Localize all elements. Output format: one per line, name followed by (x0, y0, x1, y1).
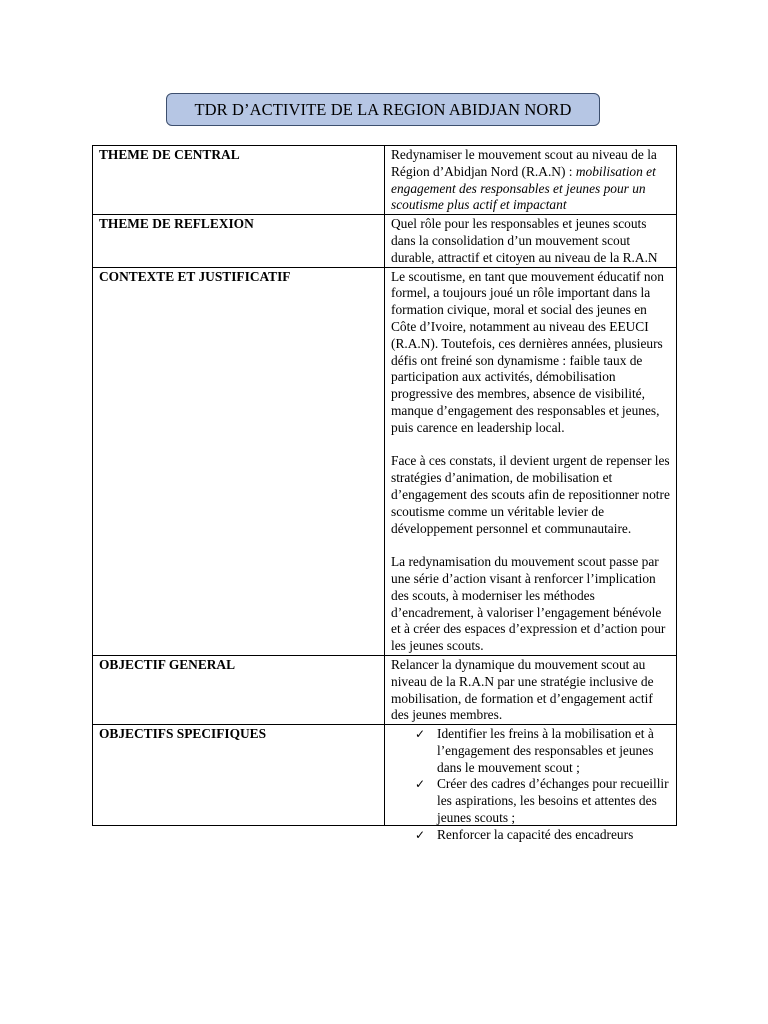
table-row-contexte (93, 267, 677, 655)
row-content (385, 146, 677, 215)
row-label: THEME DE CENTRAL (93, 146, 385, 215)
table-row-theme-reflexion (93, 215, 677, 267)
list-item (415, 776, 670, 826)
list-item (415, 827, 670, 844)
paragraph-spacer (391, 537, 670, 554)
objectifs-list (391, 726, 670, 844)
tdr-table (92, 145, 677, 842)
list-item-text: Créer des cadres d’échanges pour recueillir les aspirations, les besoins et attentes des jeunes scouts ; (437, 776, 669, 826)
theme-central-italic: mobilisation et engagement des responsables et jeunes pour un scoutisme plus actif et impactant (391, 163, 656, 213)
list-item (415, 726, 670, 776)
table-row-objectifs-specifiques (93, 725, 677, 826)
row-label: OBJECTIFS SPECIFIQUES (93, 725, 385, 826)
table-row-theme-central (93, 146, 677, 215)
row-label: OBJECTIF GENERAL (93, 655, 385, 724)
contexte-paragraph: La redynamisation du mouvement scout passe par une série d’action visant à renforcer l’implication des scouts, à moderniser les méthodes d’encadrement, à valoriser l’engagement bénévole et à créer des espaces d’expression et d’action pour les jeunes scouts. (391, 554, 666, 654)
row-content: Relancer la dynamique du mouvement scout au niveau de la R.A.N par une stratégie inclusive de mobilisation, de formation et d’engagement actif des jeunes membres. (385, 655, 677, 724)
objectifs-list-clip (391, 726, 670, 842)
table-row-objectif-general (93, 655, 677, 724)
checkmark-icon: ✓ (415, 727, 426, 742)
row-label: THEME DE REFLEXION (93, 215, 385, 267)
row-content: Quel rôle pour les responsables et jeunes scouts dans la consolidation d’un mouvement scout durable, attractif et citoyen au niveau de la R.A.N (385, 215, 677, 267)
document-title-box (166, 93, 600, 126)
row-content (385, 725, 677, 842)
list-item-text: Identifier les freins à la mobilisation et à l’engagement des responsables et jeunes dans le mouvement scout ; (437, 726, 654, 775)
row-content (385, 267, 677, 655)
document-title: TDR D’ACTIVITE DE LA REGION ABIDJAN NORD (194, 99, 572, 119)
checkmark-icon: ✓ (415, 777, 426, 792)
paragraph-spacer (391, 437, 670, 454)
contexte-paragraph: Face à ces constats, il devient urgent de repenser les stratégies d’animation, de mobilisation et d’engagement des scouts afin de repositionner notre scoutisme comme un véritable levier de développement personnel et communautaire. (391, 453, 670, 536)
list-item-text: Renforcer la capacité des encadreurs (437, 826, 634, 842)
theme-central-text: Redynamiser le mouvement scout au niveau de la Région d’Abidjan Nord (R.A.N) : (391, 147, 657, 179)
contexte-paragraph: Le scoutisme, en tant que mouvement éducatif non formel, a toujours joué un rôle important dans la formation civique, moral et social des jeunes en Côte d’Ivoire, notamment au niveau des EEUCI (R.A.N). Toutefois, ces dernières années, plusieurs défis ont freiné son dynamisme : faible taux de participation aux activités, démobilisation progressive des membres, absence de visibilité, manque d’engagement des responsables et jeunes, puis carence en leadership local. (391, 268, 664, 435)
checkmark-icon: ✓ (415, 827, 426, 842)
row-label: CONTEXTE ET JUSTIFICATIF (93, 267, 385, 655)
